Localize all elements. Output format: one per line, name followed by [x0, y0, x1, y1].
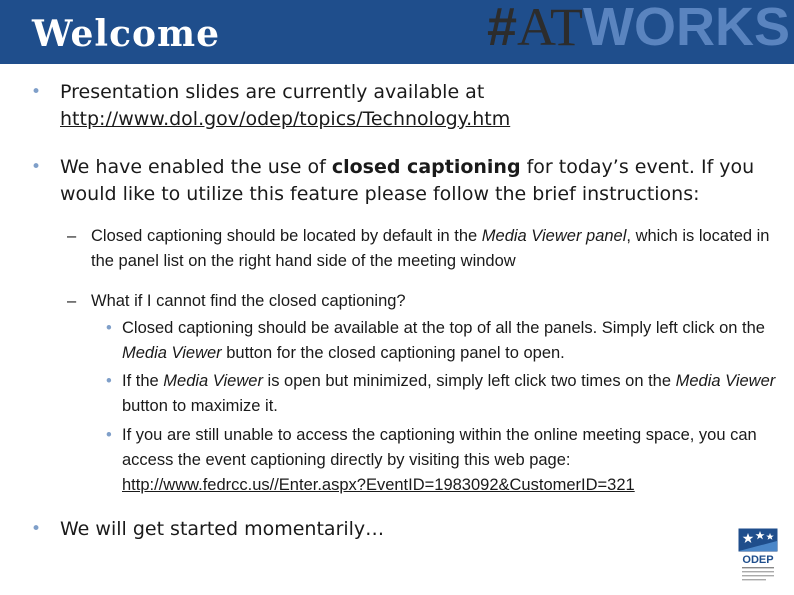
bullet-dot-icon: •	[106, 426, 112, 444]
subsub-item-direct-link	[106, 423, 782, 498]
subsub-text-after: button to maximize it.	[122, 397, 278, 415]
bullet-closed-captioning	[31, 154, 780, 208]
odep-logo-graphic	[738, 527, 778, 583]
logo-text: ODEP	[742, 554, 774, 566]
subsub-italic: Media Viewer	[122, 344, 222, 362]
subsub-text: If you are still unable to access the captioning within the online meeting space, you can access the event captioning directly by visiting this web page:	[122, 426, 757, 469]
slide-title: Welcome	[32, 13, 221, 55]
subsub-italic-1: Media Viewer	[163, 372, 263, 390]
subsub-italic-2: Media Viewer	[675, 372, 776, 390]
sub-text-after: , which is located in the panel list on the right hand side of the meeting window	[91, 227, 770, 270]
bullet-dot-icon: •	[31, 82, 42, 102]
bullet-get-started	[31, 516, 780, 543]
bullet-text: Presentation slides are currently available at	[60, 81, 485, 103]
sub-item-cannot-find	[67, 289, 781, 314]
sub-italic: Media Viewer panel	[481, 227, 627, 245]
sub-item-default-location	[67, 224, 781, 274]
subsub-text-after: button for the closed captioning panel to open.	[221, 344, 565, 362]
captioning-link[interactable]: http://www.fedrcc.us//Enter.aspx?EventID=1983092&CustomerID=321	[122, 476, 635, 494]
subsub-item-minimized	[106, 369, 782, 419]
bullet-bold-text: closed captioning	[331, 156, 521, 178]
bullet-dot-icon: •	[31, 519, 42, 539]
subsub-text-middle: is open but minimized, simply left click two times on the	[262, 372, 676, 390]
odep-logo-icon	[738, 527, 778, 583]
subsub-item-top-of-panels	[106, 316, 782, 366]
dash-icon: –	[67, 292, 77, 310]
dash-icon: –	[67, 227, 77, 245]
bullet-slides-available	[31, 79, 780, 133]
atworks-brand-logo	[487, 0, 790, 60]
bullet-dot-icon: •	[31, 157, 42, 177]
subsub-text-before: Closed captioning should be available at the top of all the panels. Simply left click on the	[122, 319, 765, 337]
subsub-text-before: If the	[122, 372, 164, 390]
bullet-dot-icon: •	[106, 319, 112, 337]
bullet-text-before: We have enabled the use of	[60, 156, 332, 178]
brand-works: WORKS	[583, 0, 790, 57]
title-banner	[0, 0, 794, 64]
bullet-text: We will get started momentarily…	[60, 518, 385, 540]
sub-text: What if I cannot find the closed captioning?	[91, 292, 406, 310]
slides-link[interactable]: http://www.dol.gov/odep/topics/Technology.htm	[60, 108, 511, 130]
sub-text-before: Closed captioning should be located by default in the	[91, 227, 482, 245]
bullet-text-after: for today’s event. If you would like to utilize this feature please follow the brief instructions:	[60, 156, 755, 205]
brand-at: AT	[517, 0, 584, 57]
brand-hash: #	[486, 0, 518, 57]
bullet-dot-icon: •	[106, 372, 112, 390]
